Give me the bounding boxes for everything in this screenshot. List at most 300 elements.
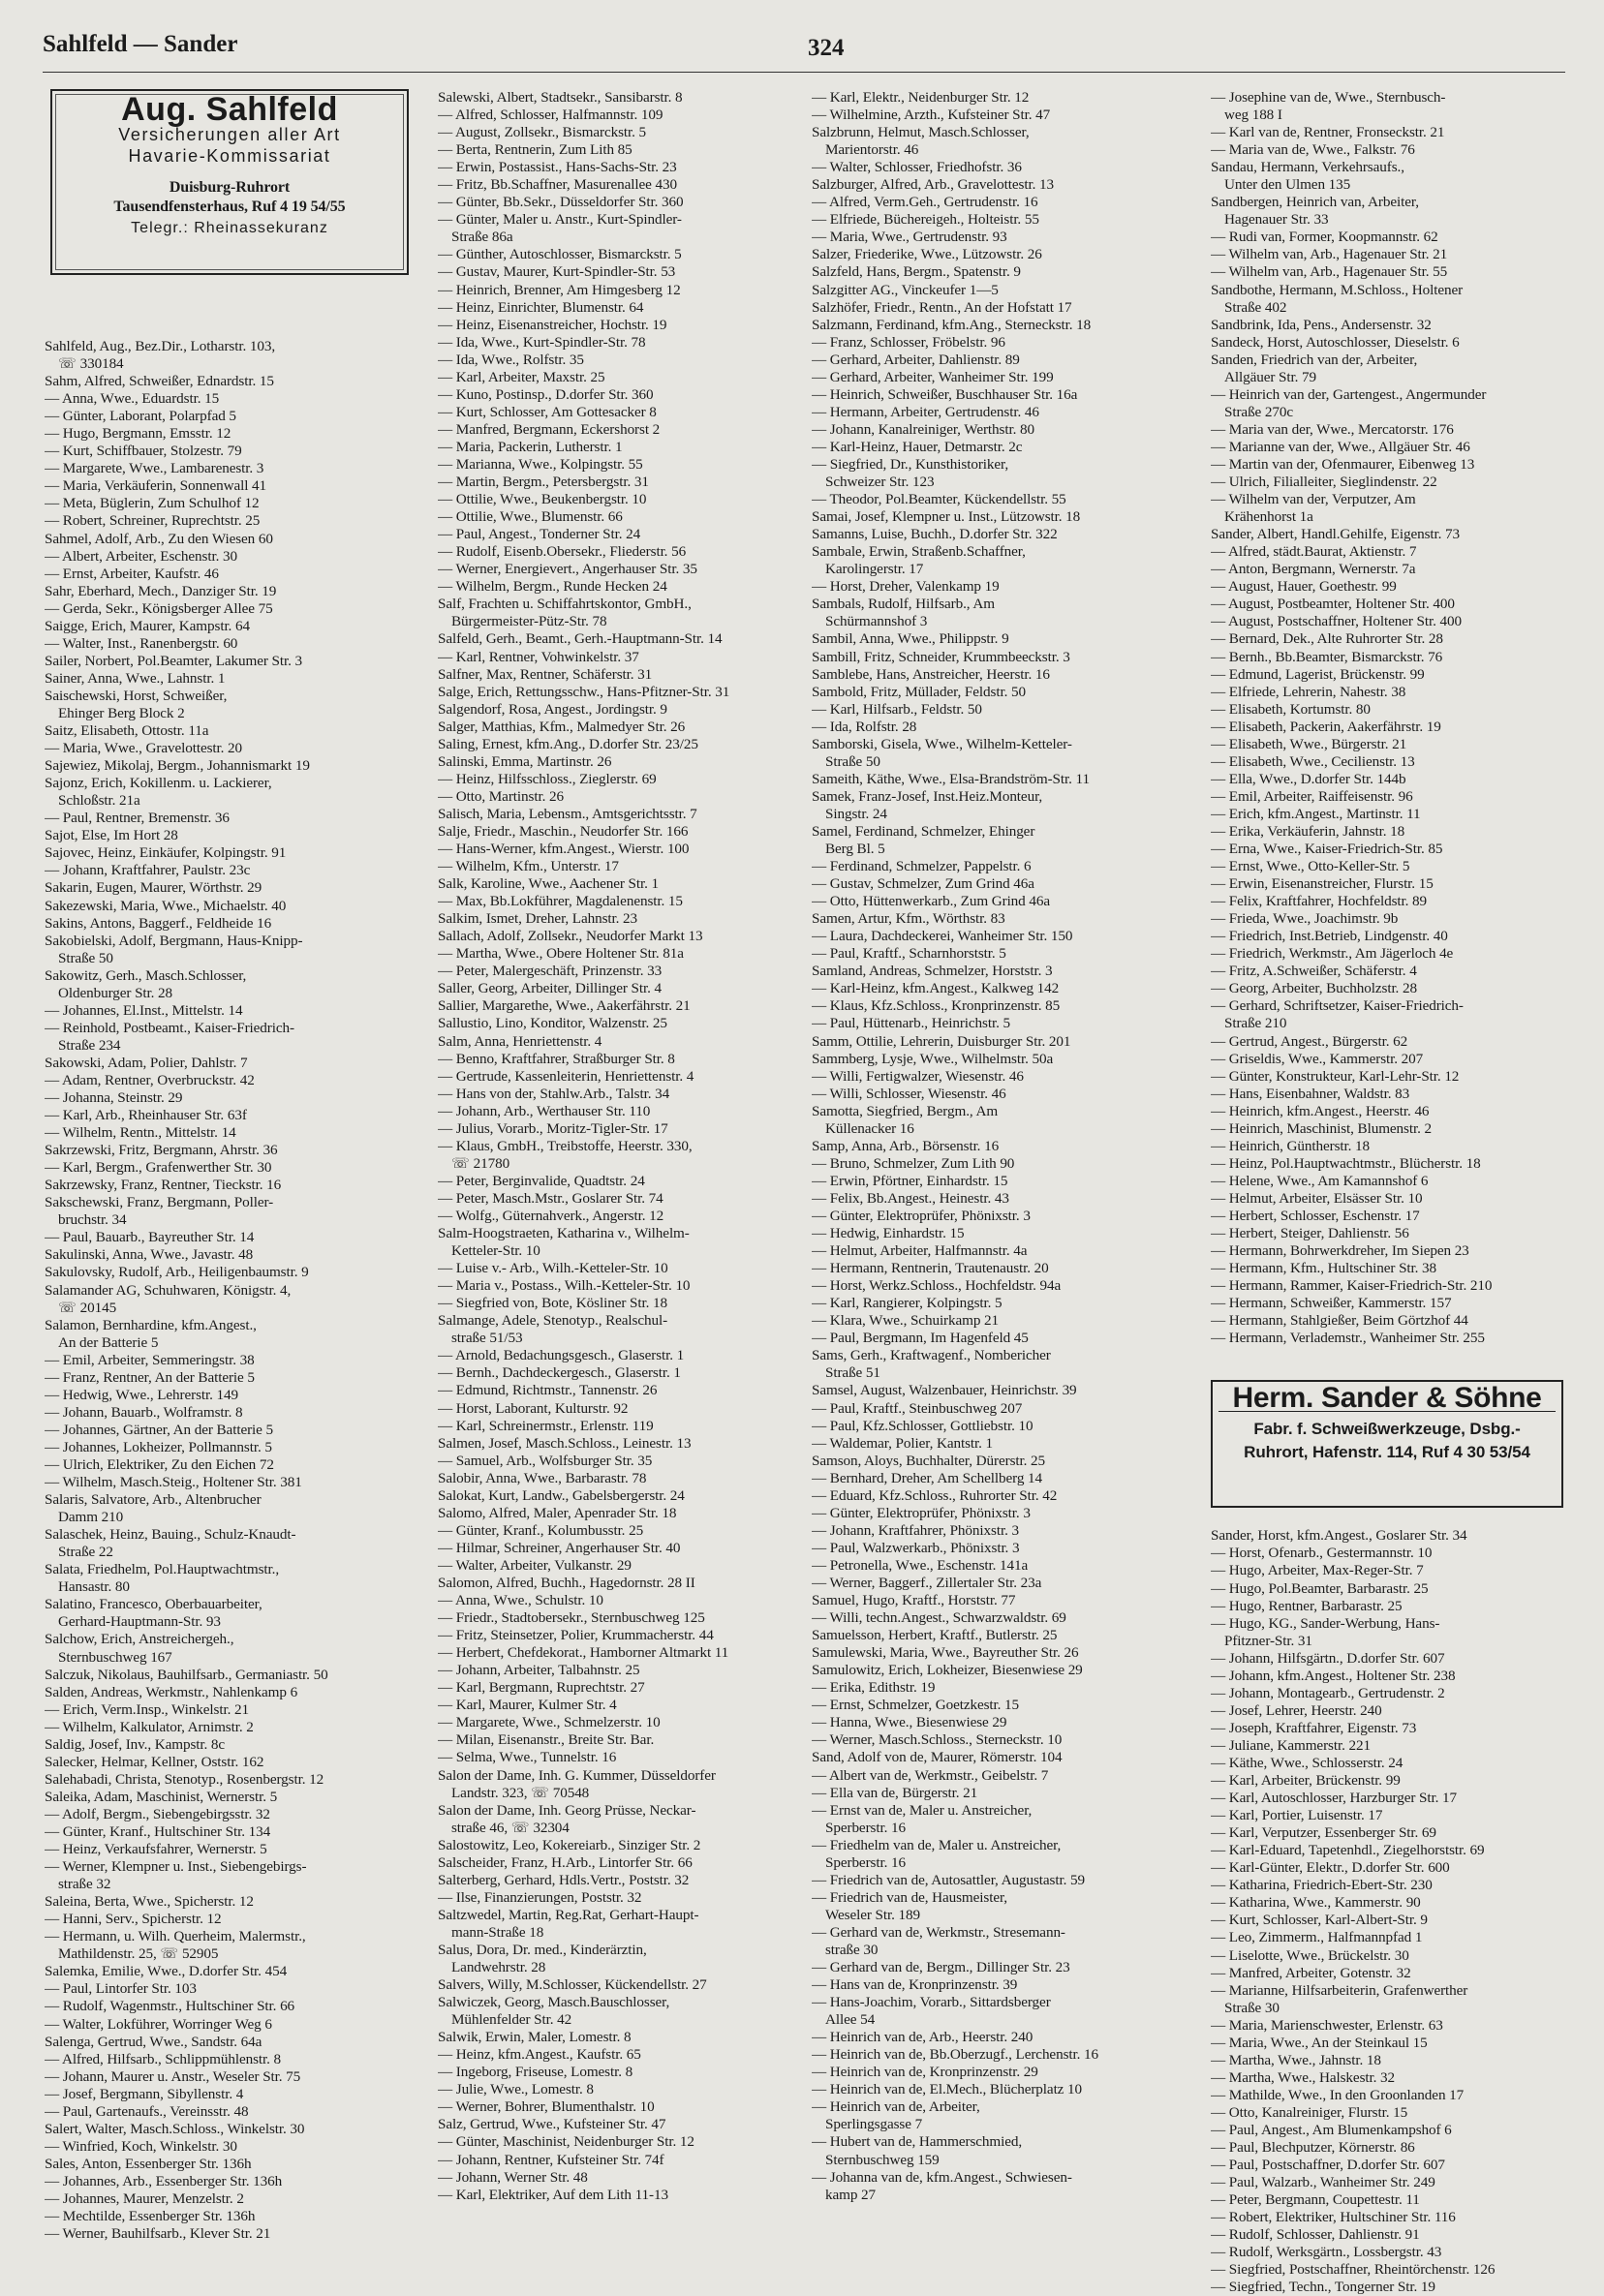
directory-entry: — Rudolf, Schlosser, Dahlienstr. 91 bbox=[1211, 2226, 1420, 2244]
directory-entry: — Ernst, Arbeiter, Kaufstr. 46 bbox=[45, 565, 219, 582]
directory-entry: — Käthe, Wwe., Schlosserstr. 24 bbox=[1211, 1754, 1404, 1771]
directory-entry: — Hermann, Stahlgießer, Beim Görtzhof 44 bbox=[1211, 1312, 1468, 1330]
directory-entry: Sallustio, Lino, Konditor, Walzenstr. 25 bbox=[438, 1015, 667, 1032]
directory-entry: Ketteler-Str. 10 bbox=[451, 1242, 540, 1260]
directory-entry: — Otto, Hüttenwerkarb., Zum Grind 46a bbox=[812, 893, 1050, 910]
directory-entry: Salfner, Max, Rentner, Schäferstr. 31 bbox=[438, 665, 653, 683]
directory-entry: — Ottilie, Wwe., Blumenstr. 66 bbox=[438, 508, 623, 526]
directory-entry: Saitz, Elisabeth, Ottostr. 11a bbox=[45, 722, 209, 740]
directory-entry: — Juliane, Kammerstr. 221 bbox=[1211, 1736, 1371, 1754]
directory-entry: — Werner, Baggerf., Zillertaler Str. 23a bbox=[812, 1574, 1042, 1591]
directory-entry: — Arnold, Bedachungsgesch., Glaserstr. 1 bbox=[438, 1347, 685, 1364]
directory-entry: Sainer, Anna, Wwe., Lahnstr. 1 bbox=[45, 669, 226, 687]
directory-entry: — Günter, Laborant, Polarpfad 5 bbox=[45, 408, 236, 425]
directory-entry: Salostowitz, Leo, Kokereiarb., Sinziger Str. 2 bbox=[438, 1836, 701, 1853]
directory-entry: Salzgitter AG., Vinckeufer 1—5 bbox=[812, 281, 999, 298]
directory-entry: — Felix, Kraftfahrer, Hochfeldstr. 89 bbox=[1211, 893, 1428, 910]
directory-entry: Mühlenfelder Str. 42 bbox=[451, 2011, 572, 2029]
directory-entry: — Edmund, Lagerist, Brückenstr. 99 bbox=[1211, 665, 1425, 683]
column-2 bbox=[438, 89, 835, 2204]
directory-entry: — Karl, Verputzer, Essenberger Str. 69 bbox=[1211, 1824, 1436, 1842]
directory-entry: — Heinrich, kfm.Angest., Heerstr. 46 bbox=[1211, 1102, 1430, 1119]
directory-entry: Sternbuschweg 159 bbox=[825, 2151, 940, 2168]
directory-entry: Salfeld, Gerh., Beamt., Gerh.-Hauptmann-Str. 14 bbox=[438, 630, 723, 648]
directory-entry: Salemka, Emilie, Wwe., D.dorfer Str. 454 bbox=[45, 1963, 288, 1980]
directory-entry: — Anna, Wwe., Eduardstr. 15 bbox=[45, 390, 220, 408]
directory-entry: — Hanna, Wwe., Biesenwiese 29 bbox=[812, 1714, 1007, 1731]
directory-entry: — Paul, Rentner, Bremenstr. 36 bbox=[45, 810, 230, 827]
directory-entry: — Katharina, Wwe., Kammerstr. 90 bbox=[1211, 1894, 1421, 1912]
directory-entry: Salzburger, Alfred, Arb., Gravelottestr. 13 bbox=[812, 176, 1054, 194]
directory-entry: — Martin, Bergm., Petersbergstr. 31 bbox=[438, 474, 649, 491]
directory-entry: Sperberstr. 16 bbox=[825, 1853, 906, 1871]
directory-entry: Salecker, Helmar, Kellner, Oststr. 162 bbox=[45, 1753, 264, 1770]
directory-entry: straße 32 bbox=[58, 1876, 111, 1893]
directory-entry: Straße 22 bbox=[58, 1544, 113, 1561]
directory-entry: Salon der Dame, Inh. G. Kummer, Düsseldorfer bbox=[438, 1766, 716, 1784]
directory-entry: — Adolf, Bergm., Siebengebirgsstr. 32 bbox=[45, 1805, 270, 1822]
directory-entry: — Paul, Bergmann, Im Hagenfeld 45 bbox=[812, 1330, 1029, 1347]
directory-entry: — Gerda, Sekr., Königsberger Allee 75 bbox=[45, 599, 273, 617]
directory-entry: Samanns, Luise, Buchh., D.dorfer Str. 322 bbox=[812, 526, 1058, 543]
directory-entry: — Wolfg., Güternahverk., Angerstr. 12 bbox=[438, 1208, 664, 1224]
directory-entry: — Kurt, Schlosser, Am Gottesacker 8 bbox=[438, 403, 657, 420]
directory-entry: — Willi, techn.Angest., Schwarzwaldstr. 69 bbox=[812, 1609, 1066, 1627]
directory-entry: — Martin van der, Ofenmaurer, Eibenweg 13 bbox=[1211, 455, 1475, 473]
directory-entry: — Albert, Arbeiter, Eschenstr. 30 bbox=[45, 547, 237, 565]
directory-entry: — Hans, Eisenbahner, Waldstr. 83 bbox=[1211, 1085, 1410, 1102]
directory-entry: — Martha, Wwe., Halskestr. 32 bbox=[1211, 2068, 1395, 2086]
directory-entry: weg 188 I bbox=[1224, 107, 1282, 124]
directory-entry: — Heinrich van de, Arb., Heerstr. 240 bbox=[812, 2029, 1033, 2046]
directory-entry: — Waldemar, Polier, Kantstr. 1 bbox=[812, 1434, 994, 1452]
directory-entry: — Karl-Heinz, Hauer, Detmarstr. 2c bbox=[812, 438, 1023, 455]
directory-entry: — Hermann, Bohrwerkdreher, Im Siepen 23 bbox=[1211, 1242, 1469, 1260]
directory-entry: — Gustav, Schmelzer, Zum Grind 46a bbox=[812, 875, 1034, 893]
directory-entry: Sambals, Rudolf, Hilfsarb., Am bbox=[812, 596, 995, 613]
column-3 bbox=[812, 89, 1209, 2204]
directory-entry: — Ernst, Wwe., Otto-Keller-Str. 5 bbox=[1211, 858, 1410, 875]
directory-entry: — Franz, Rentner, An der Batterie 5 bbox=[45, 1368, 255, 1386]
directory-entry: — Paul, Blechputzer, Körnerstr. 86 bbox=[1211, 2139, 1415, 2157]
directory-entry: — Laura, Dachdeckerei, Wanheimer Str. 150 bbox=[812, 928, 1073, 945]
directory-entry: — Gerhard, Arbeiter, Dahlienstr. 89 bbox=[812, 351, 1020, 368]
directory-entry: — Frieda, Wwe., Joachimstr. 9b bbox=[1211, 910, 1399, 928]
directory-entry: Sandbothe, Hermann, M.Schloss., Holtener bbox=[1211, 281, 1464, 298]
directory-entry: — Fritz, A.Schweißer, Schäferstr. 4 bbox=[1211, 963, 1417, 980]
entry-list bbox=[812, 89, 1209, 2204]
directory-entry: — Günther, Autoschlosser, Bismarckstr. 5 bbox=[438, 246, 682, 263]
directory-entry: — Erwin, Pförtner, Einhardstr. 15 bbox=[812, 1172, 1008, 1189]
directory-entry: — Hanni, Serv., Spicherstr. 12 bbox=[45, 1911, 222, 1928]
directory-entry: — Heinz, Verkaufsfahrer, Wernerstr. 5 bbox=[45, 1841, 267, 1858]
directory-entry: Samp, Anna, Arb., Börsenstr. 16 bbox=[812, 1137, 1000, 1154]
directory-entry: — Benno, Kraftfahrer, Straßburger Str. 8 bbox=[438, 1050, 675, 1067]
directory-entry: Sailer, Norbert, Pol.Beamter, Lakumer Str. 3 bbox=[45, 652, 303, 669]
directory-entry: Sanden, Friedrich van der, Arbeiter, bbox=[1211, 351, 1418, 368]
directory-entry: Berg Bl. 5 bbox=[825, 841, 885, 858]
directory-entry: — Bernard, Dek., Alte Ruhrorter Str. 28 bbox=[1211, 630, 1443, 648]
directory-entry: Sales, Anton, Essenberger Str. 136h bbox=[45, 2155, 252, 2172]
directory-entry: — Otto, Martinstr. 26 bbox=[438, 787, 564, 805]
directory-entry: Salm, Anna, Henriettenstr. 4 bbox=[438, 1032, 602, 1050]
directory-entry: Sambold, Fritz, Müllader, Feldstr. 50 bbox=[812, 683, 1026, 700]
directory-entry: kamp 27 bbox=[825, 2186, 877, 2203]
directory-entry: — Günter, Kranf., Kolumbusstr. 25 bbox=[438, 1521, 644, 1539]
directory-entry: Straße 50 bbox=[825, 752, 880, 770]
directory-entry: Samek, Franz-Josef, Inst.Heiz.Monteur, bbox=[812, 787, 1043, 805]
directory-entry: Sajovec, Heinz, Einkäufer, Kolpingstr. 91 bbox=[45, 844, 287, 862]
directory-entry: straße 30 bbox=[825, 1941, 879, 1958]
directory-entry: Sternbuschweg 167 bbox=[58, 1648, 172, 1666]
directory-entry: Salehabadi, Christa, Stenotyp., Rosenbergstr. 12 bbox=[45, 1770, 324, 1788]
directory-entry: — Klaus, Kfz.Schloss., Kronprinzenstr. 85 bbox=[812, 997, 1061, 1015]
directory-entry: — Manfred, Arbeiter, Gotenstr. 32 bbox=[1211, 1964, 1411, 1981]
directory-entry: Salvers, Willy, M.Schlosser, Kückendellstr. 27 bbox=[438, 1976, 707, 1994]
directory-entry: — Karl, Maurer, Kulmer Str. 4 bbox=[438, 1697, 617, 1714]
directory-entry: Salzmann, Ferdinand, kfm.Ang., Sterneckstr. 18 bbox=[812, 316, 1092, 333]
directory-entry: Sams, Gerh., Kraftwagenf., Nombericher bbox=[812, 1347, 1051, 1364]
directory-entry: Salchow, Erich, Anstreichergeh., bbox=[45, 1631, 234, 1648]
directory-entry: — Wilhelm van, Arb., Hagenauer Str. 55 bbox=[1211, 263, 1448, 281]
directory-entry: — Helmut, Arbeiter, Halfmannstr. 4a bbox=[812, 1242, 1028, 1260]
directory-entry: — Johannes, El.Inst., Mittelstr. 14 bbox=[45, 1001, 243, 1019]
directory-entry: — Anna, Wwe., Schulstr. 10 bbox=[438, 1592, 603, 1609]
directory-entry: — Horst, Ofenarb., Gestermannstr. 10 bbox=[1211, 1545, 1433, 1562]
directory-entry: — Ida, Wwe., Rolfstr. 35 bbox=[438, 351, 584, 368]
directory-entry: — Adam, Rentner, Overbruckstr. 42 bbox=[45, 1071, 255, 1088]
entry-list bbox=[45, 338, 442, 2243]
directory-entry: — Paul, Walzarb., Wanheimer Str. 249 bbox=[1211, 2174, 1435, 2191]
directory-entry: — Werner, Energievert., Angerhauser Str. 35 bbox=[438, 561, 697, 578]
directory-entry: — Ida, Wwe., Kurt-Spindler-Str. 78 bbox=[438, 333, 646, 351]
ad-line: Versicherungen aller Art bbox=[118, 125, 341, 145]
ad-line: Tausendfensterhaus, Ruf 4 19 54/55 bbox=[113, 199, 346, 216]
directory-entry: — Leo, Zimmerm., Halfmannpfad 1 bbox=[1211, 1929, 1423, 1946]
directory-entry: — Heinrich van de, Arbeiter, bbox=[812, 2098, 980, 2116]
directory-entry: Sajot, Else, Im Hort 28 bbox=[45, 827, 178, 844]
directory-entry: — Robert, Elektriker, Hultschiner Str. 116 bbox=[1211, 2209, 1456, 2226]
directory-entry: Saleika, Adam, Maschinist, Wernerstr. 5 bbox=[45, 1788, 278, 1805]
page-header bbox=[43, 29, 1565, 73]
directory-entry: — Ella van de, Bürgerstr. 21 bbox=[812, 1784, 978, 1801]
directory-entry: — Josef, Lehrer, Heerstr. 240 bbox=[1211, 1701, 1382, 1719]
directory-entry: — Maria, Wwe., Gertrudenstr. 93 bbox=[812, 229, 1007, 246]
directory-entry: — Hermann, Kfm., Hultschiner Str. 38 bbox=[1211, 1260, 1437, 1277]
directory-entry: — Mathilde, Wwe., In den Groonlanden 17 bbox=[1211, 2086, 1465, 2103]
directory-entry: Schürmannshof 3 bbox=[825, 613, 928, 630]
directory-entry: Sahmel, Adolf, Arb., Zu den Wiesen 60 bbox=[45, 530, 273, 547]
directory-entry: — Günter, Konstrukteur, Karl-Lehr-Str. 12 bbox=[1211, 1067, 1460, 1085]
directory-entry: Samai, Josef, Klempner u. Inst., Lützowstr. 18 bbox=[812, 508, 1081, 526]
column-4 bbox=[1211, 89, 1604, 2296]
page-number: 324 bbox=[808, 35, 845, 61]
directory-entry: — Siegfried, Dr., Kunsthistoriker, bbox=[812, 455, 1009, 473]
directory-entry: Straße 402 bbox=[1224, 298, 1287, 316]
directory-entry: — Karl, Autoschlosser, Harzburger Str. 17 bbox=[1211, 1790, 1457, 1807]
directory-entry: — Kuno, Postinsp., D.dorfer Str. 360 bbox=[438, 385, 654, 403]
directory-entry: mann-Straße 18 bbox=[451, 1923, 544, 1941]
directory-entry: Sakschewski, Franz, Bergmann, Poller- bbox=[45, 1194, 274, 1211]
directory-entry: — Hermann, Schweißer, Kammerstr. 157 bbox=[1211, 1295, 1452, 1312]
sander-advertisement bbox=[1211, 1380, 1563, 1508]
directory-entry: — August, Postschaffner, Holtener Str. 400 bbox=[1211, 613, 1462, 630]
directory-entry: — Hugo, Bergmann, Emsstr. 12 bbox=[45, 425, 231, 443]
directory-entry: Samulewski, Maria, Wwe., Bayreuther Str. 26 bbox=[812, 1644, 1079, 1662]
directory-entry: — Karl, Rangierer, Kolpingstr. 5 bbox=[812, 1295, 1002, 1312]
directory-entry: ☏ 330184 bbox=[58, 355, 124, 373]
directory-entry: Salamon, Bernhardine, kfm.Angest., bbox=[45, 1316, 257, 1333]
directory-entry: — Hilmar, Schreiner, Angerhauser Str. 40 bbox=[438, 1539, 681, 1556]
directory-entry: — Klaus, GmbH., Treibstoffe, Heerstr. 330, bbox=[438, 1137, 693, 1154]
directory-entry: — Winfried, Koch, Winkelstr. 30 bbox=[45, 2137, 237, 2155]
directory-entry: Mathildenstr. 25, ☏ 52905 bbox=[58, 1945, 219, 1963]
directory-entry: — Martha, Wwe., Jahnstr. 18 bbox=[1211, 2051, 1381, 2068]
directory-entry: — Maria, Packerin, Lutherstr. 1 bbox=[438, 438, 623, 455]
directory-entry: Landstr. 323, ☏ 70548 bbox=[451, 1784, 590, 1801]
directory-entry: — Hugo, Pol.Beamter, Barbarastr. 25 bbox=[1211, 1579, 1429, 1597]
ad-line: Ruhrort, Hafenstr. 114, Ruf 4 30 53/54 bbox=[1244, 1443, 1530, 1462]
directory-entry: — Ernst, Schmelzer, Goetzkestr. 15 bbox=[812, 1697, 1020, 1714]
directory-entry: — Friedr., Stadtobersekr., Sternbuschweg 125 bbox=[438, 1609, 705, 1627]
directory-entry: — Reinhold, Postbeamt., Kaiser-Friedrich- bbox=[45, 1019, 294, 1036]
directory-entry: Sand, Adolf von de, Maurer, Römerstr. 104 bbox=[812, 1749, 1063, 1766]
directory-entry: — Johannes, Gärtner, An der Batterie 5 bbox=[45, 1421, 273, 1438]
directory-entry: Samborski, Gisela, Wwe., Wilhelm-Ketteler- bbox=[812, 735, 1072, 752]
directory-entry: Samen, Artur, Kfm., Wörthstr. 83 bbox=[812, 910, 1005, 928]
directory-entry: Salon der Dame, Inh. Georg Prüsse, Neckar- bbox=[438, 1801, 696, 1819]
directory-entry: — Mechtilde, Essenberger Str. 136h bbox=[45, 2208, 256, 2225]
directory-entry: Salz, Gertrud, Wwe., Kufsteiner Str. 47 bbox=[438, 2116, 666, 2133]
directory-entry: — Ulrich, Elektriker, Zu den Eichen 72 bbox=[45, 1456, 274, 1473]
directory-entry: ☏ 21780 bbox=[451, 1154, 510, 1172]
directory-entry: — Heinz, kfm.Angest., Kaufstr. 65 bbox=[438, 2046, 641, 2064]
directory-entry: — Gerhard van de, Bergm., Dillinger Str. 23 bbox=[812, 1959, 1070, 1976]
directory-entry: — Petronella, Wwe., Eschenstr. 141a bbox=[812, 1556, 1029, 1574]
directory-entry: — Julius, Vorarb., Moritz-Tigler-Str. 17 bbox=[438, 1119, 668, 1137]
directory-entry: Salscheider, Franz, H.Arb., Lintorfer Str. 66 bbox=[438, 1853, 693, 1871]
directory-entry: — Wilhelm, Masch.Steig., Holtener Str. 381 bbox=[45, 1474, 302, 1491]
directory-entry: Krähenhorst 1a bbox=[1224, 508, 1313, 526]
directory-entry: — Karl, Schreinermstr., Erlenstr. 119 bbox=[438, 1417, 654, 1434]
directory-entry: — Maria, Wwe., Gravelottestr. 20 bbox=[45, 740, 243, 757]
directory-entry: Sambil, Anna, Wwe., Philippstr. 9 bbox=[812, 630, 1009, 648]
directory-entry: — Berta, Rentnerin, Zum Lith 85 bbox=[438, 141, 632, 159]
directory-entry: — Bernhard, Dreher, Am Schellberg 14 bbox=[812, 1469, 1043, 1486]
directory-entry: Salobir, Anna, Wwe., Barbarastr. 78 bbox=[438, 1469, 647, 1486]
directory-entry: — Paul, Angest., Tonderner Str. 24 bbox=[438, 526, 641, 543]
directory-entry: Salgendorf, Rosa, Angest., Jordingstr. 9 bbox=[438, 700, 667, 718]
directory-entry: — Martha, Wwe., Obere Holtener Str. 81a bbox=[438, 945, 684, 963]
directory-entry: — Manfred, Bergmann, Eckershorst 2 bbox=[438, 420, 661, 438]
directory-entry: Sandbrink, Ida, Pens., Andersenstr. 32 bbox=[1211, 316, 1432, 333]
directory-entry: — Georg, Arbeiter, Buchholzstr. 28 bbox=[1211, 980, 1417, 997]
directory-entry: — Ilse, Finanzierungen, Poststr. 32 bbox=[438, 1888, 642, 1906]
directory-entry: Salzbrunn, Helmut, Masch.Schlosser, bbox=[812, 124, 1030, 141]
directory-entry: Salaris, Salvatore, Arb., Altenbrucher bbox=[45, 1491, 262, 1509]
directory-entry: — Elfriede, Lehrerin, Nahestr. 38 bbox=[1211, 683, 1406, 700]
directory-entry: — Franz, Schlosser, Fröbelstr. 96 bbox=[812, 333, 1005, 351]
directory-entry: — Ferdinand, Schmelzer, Pappelstr. 6 bbox=[812, 858, 1032, 875]
directory-entry: Saling, Ernest, kfm.Ang., D.dorfer Str. 23/25 bbox=[438, 735, 698, 752]
directory-entry: — Wilhelm van, Arb., Hagenauer Str. 21 bbox=[1211, 246, 1448, 263]
directory-entry: Samson, Aloys, Buchhalter, Dürerstr. 25 bbox=[812, 1452, 1045, 1469]
directory-entry: — Johann, Montagearb., Gertrudenstr. 2 bbox=[1211, 1684, 1445, 1701]
directory-entry: Sakowski, Adam, Polier, Dahlstr. 7 bbox=[45, 1054, 248, 1071]
directory-entry: Marientorstr. 46 bbox=[825, 141, 919, 159]
directory-entry: — Wilhelm, Kfm., Unterstr. 17 bbox=[438, 858, 619, 875]
directory-entry: Salm-Hoogstraeten, Katharina v., Wilhelm- bbox=[438, 1225, 690, 1242]
directory-entry: Schloßstr. 21a bbox=[58, 792, 140, 810]
sahlfeld-advertisement bbox=[50, 89, 409, 275]
directory-entry: — Günter, Bb.Sekr., Düsseldorfer Str. 360 bbox=[438, 194, 684, 211]
directory-entry: — Maria, Marienschwester, Erlenstr. 63 bbox=[1211, 2016, 1443, 2034]
directory-entry: — Robert, Schreiner, Ruprechtstr. 25 bbox=[45, 512, 261, 530]
directory-entry: — Alfred, Verm.Geh., Gertrudenstr. 16 bbox=[812, 194, 1038, 211]
directory-entry: Allgäuer Str. 79 bbox=[1224, 368, 1316, 385]
directory-entry: Küllenacker 16 bbox=[825, 1119, 914, 1137]
directory-entry: Straße 86a bbox=[451, 229, 513, 246]
directory-entry: Sambale, Erwin, Straßenb.Schaffner, bbox=[812, 543, 1026, 561]
directory-entry: Sambill, Fritz, Schneider, Krummbeeckstr. 3 bbox=[812, 648, 1070, 665]
directory-entry: Samel, Ferdinand, Schmelzer, Ehinger bbox=[812, 822, 1035, 840]
directory-entry: Sakrzewski, Fritz, Bergmann, Ahrstr. 36 bbox=[45, 1142, 278, 1159]
directory-entry: Bürgermeister-Pütz-Str. 78 bbox=[451, 613, 607, 630]
entry-list bbox=[438, 89, 835, 2204]
directory-entry: Samulowitz, Erich, Lokheizer, Biesenwiese 29 bbox=[812, 1662, 1083, 1679]
directory-entry: — Horst, Werkz.Schloss., Hochfeldstr. 94a bbox=[812, 1277, 1062, 1295]
directory-entry: — Rudolf, Eisenb.Obersekr., Fliederstr. 56 bbox=[438, 543, 687, 561]
directory-entry: — Gertrude, Kassenleiterin, Henriettenstr. 4 bbox=[438, 1067, 694, 1085]
directory-entry: — Elisabeth, Kortumstr. 80 bbox=[1211, 700, 1371, 718]
directory-entry: — Klara, Wwe., Schuirkamp 21 bbox=[812, 1312, 1000, 1330]
directory-entry: Salomo, Alfred, Maler, Apenrader Str. 18 bbox=[438, 1504, 677, 1521]
directory-entry: — Wilhelm, Kalkulator, Arnimstr. 2 bbox=[45, 1718, 254, 1735]
directory-entry: — Heinrich van de, El.Mech., Blücherplatz 10 bbox=[812, 2081, 1083, 2098]
directory-entry: — Heinrich, Güntherstr. 18 bbox=[1211, 1137, 1371, 1154]
directory-entry: — Wilhelm, Rentn., Mittelstr. 14 bbox=[45, 1124, 236, 1142]
directory-entry: — Josef, Bergmann, Sibyllenstr. 4 bbox=[45, 2085, 244, 2102]
directory-entry: Sander, Albert, Handl.Gehilfe, Eigenstr. 73 bbox=[1211, 526, 1461, 543]
directory-entry: Salewski, Albert, Stadtsekr., Sansibarstr. 8 bbox=[438, 89, 683, 106]
directory-entry: — Marianne, Hilfsarbeiterin, Grafenwerther bbox=[1211, 1981, 1468, 1999]
directory-entry: Sperberstr. 16 bbox=[825, 1819, 906, 1836]
directory-entry: — Otto, Kanalreiniger, Flurstr. 15 bbox=[1211, 2103, 1408, 2121]
directory-entry: — Heinrich, Brenner, Am Himgesberg 12 bbox=[438, 281, 681, 298]
directory-entry: Salomon, Alfred, Buchh., Hagedornstr. 28 II bbox=[438, 1574, 695, 1591]
directory-entry: — Karl, Arb., Rheinhauser Str. 63f bbox=[45, 1107, 247, 1124]
directory-entry: — Maria, Wwe., An der Steinkaul 15 bbox=[1211, 2034, 1428, 2051]
directory-entry: — Johannes, Maurer, Menzelstr. 2 bbox=[45, 2189, 244, 2207]
directory-entry: — Karl, Arbeiter, Maxstr. 25 bbox=[438, 368, 605, 385]
directory-entry: Salkim, Ismet, Dreher, Lahnstr. 23 bbox=[438, 910, 638, 928]
directory-entry: — Margarete, Wwe., Lambarenestr. 3 bbox=[45, 460, 264, 477]
ad-company-name: Aug. Sahlfeld bbox=[121, 91, 338, 128]
directory-entry: — Johann, Bauarb., Wolframstr. 8 bbox=[45, 1403, 243, 1421]
directory-entry: — Peter, Berginvalide, Quadtstr. 24 bbox=[438, 1172, 645, 1189]
directory-entry: — Johannes, Arb., Essenberger Str. 136h bbox=[45, 2172, 283, 2189]
directory-entry: — Felix, Bb.Angest., Heinestr. 43 bbox=[812, 1189, 1009, 1207]
directory-entry: — Hubert van de, Hammerschmied, bbox=[812, 2133, 1023, 2151]
directory-entry: Pfitzner-Str. 31 bbox=[1224, 1632, 1312, 1649]
directory-entry: — Helene, Wwe., Am Kamannshof 6 bbox=[1211, 1172, 1429, 1189]
directory-entry: — Herbert, Schlosser, Eschenstr. 17 bbox=[1211, 1208, 1420, 1224]
entry-list bbox=[1211, 1527, 1604, 2296]
directory-entry: — Hedwig, Wwe., Lehrerstr. 149 bbox=[45, 1386, 239, 1403]
directory-entry: — Ernst van de, Maler u. Anstreicher, bbox=[812, 1801, 1033, 1819]
ad-line: Duisburg-Ruhrort bbox=[169, 179, 291, 197]
directory-entry: — Walter, Lokführer, Worringer Weg 6 bbox=[45, 2015, 272, 2033]
directory-entry: — Heinz, Einrichter, Blumenstr. 64 bbox=[438, 298, 644, 316]
directory-entry: — Margarete, Wwe., Schmelzerstr. 10 bbox=[438, 1714, 661, 1731]
directory-entry: — August, Postbeamter, Holtener Str. 400 bbox=[1211, 596, 1455, 613]
directory-entry: — Wilhelm, Bergm., Runde Hecken 24 bbox=[438, 578, 667, 596]
directory-entry: — Alfred, Hilfsarb., Schlippmühlenstr. 8 bbox=[45, 2050, 282, 2067]
directory-entry: — Paul, Kraftf., Scharnhorststr. 5 bbox=[812, 945, 1006, 963]
directory-entry: Salert, Walter, Masch.Schloss., Winkelstr. 30 bbox=[45, 2120, 305, 2137]
directory-entry: Samblebe, Hans, Anstreicher, Heerstr. 16 bbox=[812, 665, 1050, 683]
directory-entry: — Paul, Walzwerkarb., Phönixstr. 3 bbox=[812, 1539, 1020, 1556]
directory-entry: — Johann, Maurer u. Anstr., Weseler Str. 75 bbox=[45, 2067, 301, 2085]
directory-entry: — Hermann, u. Wilh. Querheim, Malermstr., bbox=[45, 1928, 306, 1945]
directory-entry: — Werner, Bauhilfsarb., Klever Str. 21 bbox=[45, 2225, 271, 2243]
directory-entry: — Werner, Klempner u. Inst., Siebengebirgs- bbox=[45, 1858, 307, 1876]
directory-entry: — Herbert, Steiger, Dahlienstr. 56 bbox=[1211, 1225, 1409, 1242]
directory-entry: — Ella, Wwe., D.dorfer Str. 144b bbox=[1211, 770, 1406, 787]
directory-entry: — Heinz, Pol.Hauptwachtmstr., Blücherstr. 18 bbox=[1211, 1154, 1481, 1172]
directory-entry: — Elisabeth, Wwe., Cecilienstr. 13 bbox=[1211, 752, 1415, 770]
directory-entry: Straße 50 bbox=[58, 949, 113, 966]
directory-entry: — Günter, Maschinist, Neidenburger Str. 12 bbox=[438, 2133, 694, 2151]
directory-entry: Salzhöfer, Friedr., Rentn., An der Hofstatt 17 bbox=[812, 298, 1072, 316]
directory-entry: — Erich, kfm.Angest., Martinstr. 11 bbox=[1211, 805, 1421, 822]
directory-entry: — Johann, Arb., Werthauser Str. 110 bbox=[438, 1102, 651, 1119]
directory-entry: Salden, Andreas, Werkmstr., Nahlenkamp 6 bbox=[45, 1683, 298, 1700]
directory-entry: — Eduard, Kfz.Schloss., Ruhrorter Str. 42 bbox=[812, 1486, 1058, 1504]
directory-entry: — Karl van de, Rentner, Fronseckstr. 21 bbox=[1211, 124, 1445, 141]
directory-entry: — Elisabeth, Wwe., Bürgerstr. 21 bbox=[1211, 735, 1407, 752]
directory-entry: — Paul, Lintorfer Str. 103 bbox=[45, 1980, 197, 1998]
directory-entry: Sakulinski, Anna, Wwe., Javastr. 48 bbox=[45, 1246, 254, 1264]
directory-entry: — Johann, Kraftfahrer, Phönixstr. 3 bbox=[812, 1521, 1019, 1539]
directory-entry: — Hans-Joachim, Vorarb., Sittardsberger bbox=[812, 1994, 1051, 2011]
directory-entry: — Heinz, Hilfsschloss., Zieglerstr. 69 bbox=[438, 770, 657, 787]
directory-entry: — Willi, Schlosser, Wiesenstr. 46 bbox=[812, 1085, 1006, 1102]
directory-entry: — Karl-Heinz, kfm.Angest., Kalkweg 142 bbox=[812, 980, 1060, 997]
directory-entry: — Johannes, Lokheizer, Pollmannstr. 5 bbox=[45, 1438, 272, 1455]
directory-entry: — Marianne van der, Wwe., Allgäuer Str. 46 bbox=[1211, 438, 1470, 455]
directory-entry: — Erika, Verkäuferin, Jahnstr. 18 bbox=[1211, 822, 1405, 840]
directory-entry: Oldenburger Str. 28 bbox=[58, 984, 173, 1001]
directory-entry: Salge, Erich, Rettungsschw., Hans-Pfitzner-Str. 31 bbox=[438, 683, 730, 700]
directory-entry: ☏ 20145 bbox=[58, 1299, 117, 1316]
directory-entry: — Paul, Angest., Am Blumenkampshof 6 bbox=[1211, 2121, 1452, 2138]
directory-entry: Sakins, Antons, Baggerf., Feldheide 16 bbox=[45, 914, 272, 932]
directory-entry: — Friedrich van de, Hausmeister, bbox=[812, 1888, 1008, 1906]
directory-entry: — Gerhard, Arbeiter, Wanheimer Str. 199 bbox=[812, 368, 1054, 385]
directory-entry: — Max, Bb.Lokführer, Magdalenenstr. 15 bbox=[438, 893, 683, 910]
directory-entry: — August, Hauer, Goethestr. 99 bbox=[1211, 578, 1397, 596]
directory-entry: Salmen, Josef, Masch.Schloss., Leinestr. 13 bbox=[438, 1434, 692, 1452]
directory-entry: — Günter, Maler u. Anstr., Kurt-Spindler- bbox=[438, 211, 682, 229]
directory-entry: — Peter, Masch.Mstr., Goslarer Str. 74 bbox=[438, 1189, 663, 1207]
directory-entry: — Siegfried von, Bote, Kösliner Str. 18 bbox=[438, 1295, 667, 1312]
directory-entry: — Johanna van de, kfm.Angest., Schwiesen- bbox=[812, 2168, 1072, 2186]
directory-entry: — Gerhard van de, Werkmstr., Stresemann- bbox=[812, 1923, 1065, 1941]
directory-entry: Salaschek, Heinz, Bauing., Schulz-Knaudt- bbox=[45, 1526, 296, 1544]
directory-entry: — Heinrich, Schweißer, Buschhauser Str. 16a bbox=[812, 385, 1078, 403]
directory-entry: — Gerhard, Schriftsetzer, Kaiser-Friedrich- bbox=[1211, 997, 1464, 1015]
